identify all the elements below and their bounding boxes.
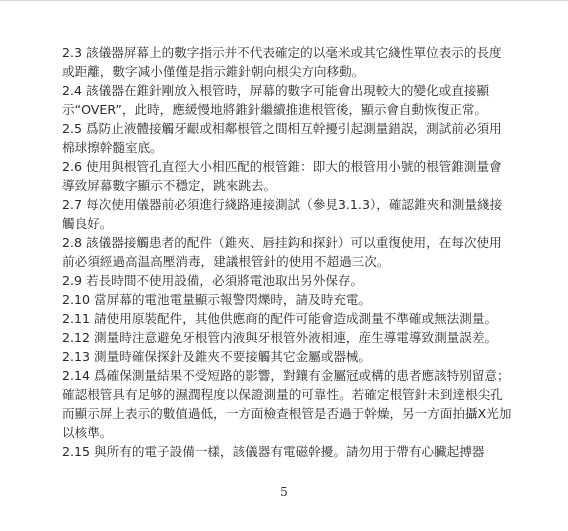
paragraph-2-3: 2.3 該儀器屏幕上的數字指示并不代表確定的以毫米或其它綫性單位表示的長度或距離，數字减小僅僅是指示錐針朝向根尖方向移動。 xyxy=(62,45,502,79)
paragraph-2-8: 2.8 該儀器接觸患者的配件（錐夾、唇挂鈎和探針）可以重復使用，在每次使用前必須經過高温高壓消毒，建議根管針的使用不超過三次。 xyxy=(62,235,502,269)
paragraph-2-10: 2.10 當屏幕的電池電量顯示報警閃爍時，請及時充電。 xyxy=(62,292,372,307)
page-content xyxy=(62,43,512,461)
paragraph-2-7: 2.7 每次使用儀器前必須進行綫路連接測試（參見3.1.3），確認錐夾和測量綫接觸良好。 xyxy=(62,197,503,231)
paragraph-2-6: 2.6 使用與根管孔直徑大小相匹配的根管錐：即大的根管用小號的根管錐測量會導致屏幕數字顯示不穩定，跳來跳去。 xyxy=(62,159,502,193)
paragraph-2-13: 2.13 測量時確保探針及錐夾不要接觸其它金屬或器械。 xyxy=(62,349,372,364)
paragraph-2-5: 2.5 爲防止液體接觸牙齦或相鄰根管之間相互幹擾引起測量錯誤，測試前必須用棉球擦幹髓室底。 xyxy=(62,121,502,155)
paragraph-2-9: 2.9 若長時間不使用設備，必須將電池取出另外保存。 xyxy=(62,273,364,288)
paragraph-2-12: 2.12 測量時注意避免牙根管内液與牙根管外液相連，産生導電導致測量誤差。 xyxy=(62,330,498,345)
paragraph-2-11: 2.11 請使用原裝配件，其他供應商的配件可能會造成測量不準確或無法測量。 xyxy=(62,311,498,326)
page-number: 5 xyxy=(280,485,288,499)
paragraph-2-14: 2.14 爲確保測量結果不受短路的影響，對鑲有金屬冠或構的患者應該特别留意；確認根管具有足够的濕潤程度以保證測量的可靠性。若確定根管針未到達根尖孔而顯示屏上表示的數值過低，一方面檢查根管是否過于幹燥，另一方面拍攝X光加以核準。 xyxy=(62,368,512,440)
paragraph-2-15: 2.15 與所有的電子設備一樣，該儀器有電磁幹擾。請勿用于帶有心臟起搏器 xyxy=(62,444,485,459)
paragraph-2-4: 2.4 該儀器在錐針剛放入根管時，屏幕的數字可能會出現較大的變化或直接顯示“OVER”，此時，應緩慢地將錐針繼續推進根管後，顯示會自動恢復正常。 xyxy=(62,83,490,117)
